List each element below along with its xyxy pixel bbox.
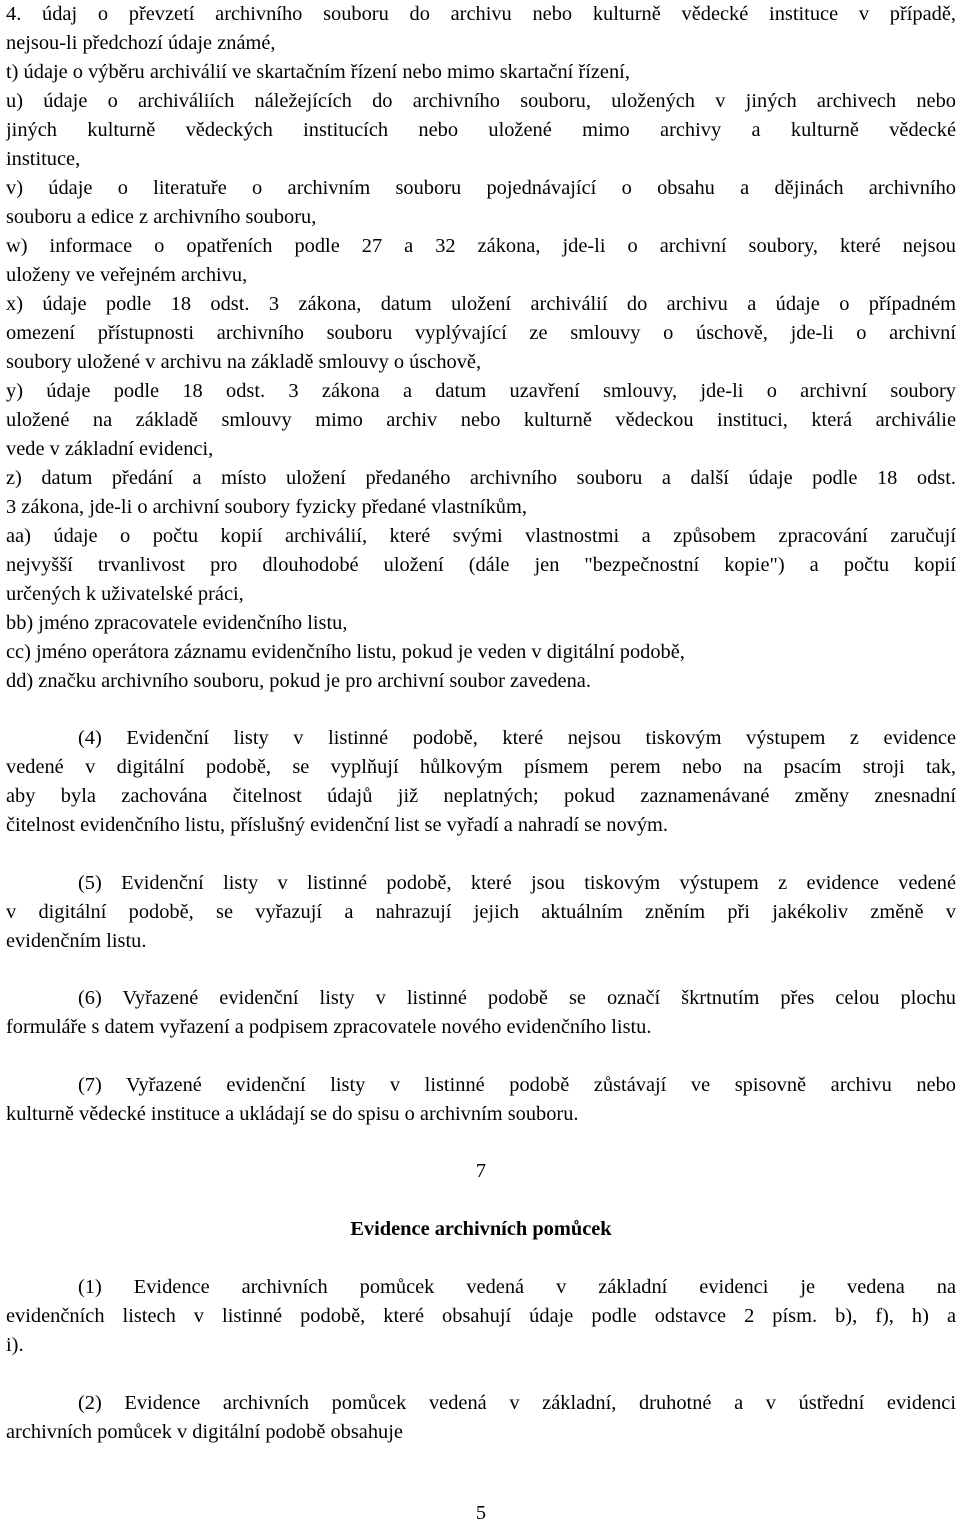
text-line: formuláře s datem vyřazení a podpisem zpracovatele nového evidenčního listu.: [6, 1016, 652, 1038]
text-line: uloženy ve veřejném archivu,: [6, 264, 248, 286]
text-line: archivních pomůcek v digitální podobě obsahuje: [6, 1421, 403, 1443]
text-line: jiných kulturně vědeckých institucích nebo uložené mimo archivy a kulturně vědecké: [6, 119, 956, 141]
text-line: z) datum předání a místo uložení předaného archivního souboru a další údaje podle 18 odst.: [6, 467, 956, 489]
text-line: omezení přístupnosti archivního souboru vyplývající ze smlouvy o úschově, jde-li o archivní: [6, 322, 956, 344]
text-line: cc) jméno operátora záznamu evidenčního listu, pokud je veden v digitální podobě,: [6, 641, 685, 663]
text-line: bb) jméno zpracovatele evidenčního listu,: [6, 612, 348, 634]
text-line: v digitální podobě, se vyřazují a nahrazují jejich aktuálním zněním při jakékoliv změně v: [6, 901, 956, 923]
text-line: u) údaje o archiváliích náležejících do archivního souboru, uložených v jiných archivech nebo: [6, 90, 956, 112]
text-line: (4) Evidenční listy v listinné podobě, které nejsou tiskovým výstupem z evidence: [78, 727, 956, 749]
text-line: nejvyšší trvanlivost pro dlouhodobé uložení (dále jen "bezpečnostní kopie") a počtu kopií: [6, 554, 956, 576]
text-line: (1) Evidence archivních pomůcek vedená v základní evidenci je vedena na: [78, 1276, 956, 1298]
text-line: y) údaje podle 18 odst. 3 zákona a datum uzavření smlouvy, jde-li o archivní soubory: [6, 380, 956, 402]
text-line: 4. údaj o převzetí archivního souboru do archivu nebo kulturně vědecké instituce v případě,: [6, 3, 956, 25]
text-line: vede v základní evidenci,: [6, 438, 214, 460]
text-line: soubory uložené v archivu na základě smlouvy o úschově,: [6, 351, 482, 373]
text-line: dd) značku archivního souboru, pokud je pro archivní soubor zavedena.: [6, 670, 591, 692]
text-line: evidenčním listu.: [6, 930, 147, 952]
text-line: (2) Evidence archivních pomůcek vedená v základní, druhotné a v ústřední evidenci: [78, 1392, 956, 1414]
section-number: 7: [475, 1160, 487, 1182]
document-page: [6, 0, 956, 1537]
text-line: určených k uživatelské práci,: [6, 583, 244, 605]
text-line: uložené na základě smlouvy mimo archiv nebo kulturně vědeckou instituci, která archiválie: [6, 409, 956, 431]
text-line: (7) Vyřazené evidenční listy v listinné podobě zůstávají ve spisovně archivu nebo: [78, 1074, 956, 1096]
text-line: souboru a edice z archivního souboru,: [6, 206, 317, 228]
text-line: (5) Evidenční listy v listinné podobě, které jsou tiskovým výstupem z evidence vedené: [78, 872, 956, 894]
text-line: instituce,: [6, 148, 81, 170]
text-line: čitelnost evidenčního listu, příslušný evidenční list se vyřadí a nahradí se novým.: [6, 814, 668, 836]
text-line: kulturně vědecké instituce a ukládají se do spisu o archivním souboru.: [6, 1103, 579, 1125]
text-line: nejsou-li předchozí údaje známé,: [6, 32, 276, 54]
text-line: 3 zákona, jde-li o archivní soubory fyzicky předané vlastníkům,: [6, 496, 527, 518]
text-line: x) údaje podle 18 odst. 3 zákona, datum uložení archiválií do archivu a údaje o případném: [6, 293, 956, 315]
text-line: v) údaje o literatuře o archivním souboru pojednávající o obsahu a dějinách archivního: [6, 177, 956, 199]
text-line: evidenčních listech v listinné podobě, které obsahují údaje podle odstavce 2 písm. b), f), h) a: [6, 1305, 956, 1327]
text-line: w) informace o opatřeních podle 27 a 32 zákona, jde-li o archivní soubory, které nejsou: [6, 235, 956, 257]
text-line: aa) údaje o počtu kopií archiválií, které svými vlastnostmi a způsobem zpracování zaručují: [6, 525, 956, 547]
page-number: 5: [475, 1502, 487, 1524]
text-line: aby byla zachována čitelnost údajů již neplatných; pokud zaznamenávané změny znesnadní: [6, 785, 956, 807]
text-line: i).: [6, 1334, 24, 1356]
text-line: t) údaje o výběru archiválií ve skartačním řízení nebo mimo skartační řízení,: [6, 61, 630, 83]
section-heading: Evidence archivních pomůcek: [350, 1218, 612, 1240]
text-line: vedené v digitální podobě, se vyplňují hůlkovým písmem perem nebo na psacím stroji tak,: [6, 756, 956, 778]
text-line: (6) Vyřazené evidenční listy v listinné podobě se označí škrtnutím přes celou plochu: [78, 987, 956, 1009]
